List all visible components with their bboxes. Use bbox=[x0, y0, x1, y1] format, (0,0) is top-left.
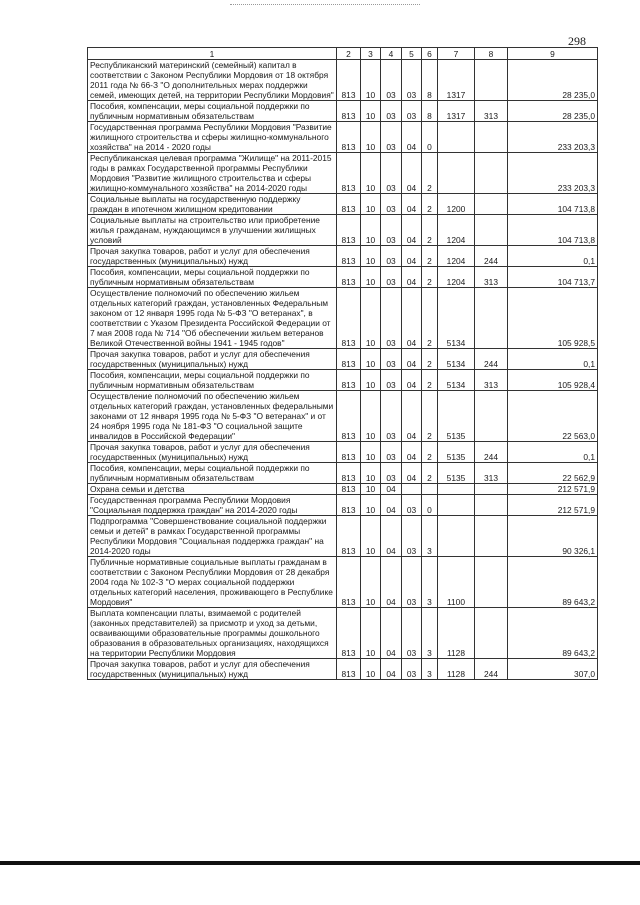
program-cell: 04 bbox=[402, 463, 422, 484]
section-cell: 10 bbox=[361, 122, 381, 153]
section-cell: 10 bbox=[361, 349, 381, 370]
row-name-cell: Прочая закупка товаров, работ и услуг для обеспечения государственных (муниципальных) нужд bbox=[88, 442, 337, 463]
column-header: 7 bbox=[438, 48, 475, 60]
admin-code-cell: 813 bbox=[337, 463, 361, 484]
subsection-cell: 03 bbox=[381, 194, 402, 215]
program-cell: 03 bbox=[402, 516, 422, 557]
table-row bbox=[88, 391, 598, 442]
program-cell: 04 bbox=[402, 153, 422, 194]
target-article-cell bbox=[438, 495, 475, 516]
row-name-cell: Прочая закупка товаров, работ и услуг для обеспечения государственных (муниципальных) нужд bbox=[88, 659, 337, 680]
amount-cell: 28 235,0 bbox=[508, 101, 598, 122]
table-row bbox=[88, 659, 598, 680]
section-cell: 10 bbox=[361, 495, 381, 516]
subprogram-cell bbox=[422, 484, 438, 495]
section-cell: 10 bbox=[361, 391, 381, 442]
row-name-cell: Республиканская целевая программа "Жилище" на 2011-2015 годы в рамках Государственной программы Республики Мордовия "Развитие жилищного строительства и сферы жилищно-коммунального хозяйства" на 2014-2020 годы bbox=[88, 153, 337, 194]
scan-bottom-bar bbox=[0, 861, 640, 865]
program-cell: 04 bbox=[402, 122, 422, 153]
subsection-cell: 04 bbox=[381, 484, 402, 495]
section-cell: 10 bbox=[361, 659, 381, 680]
column-header: 8 bbox=[475, 48, 508, 60]
row-name-cell: Подпрограмма "Совершенствование социальной поддержки семьи и детей" в рамках Государственной программы Республики Мордовия "Социальная поддержка граждан" на 2014-2020 годы bbox=[88, 516, 337, 557]
table-row bbox=[88, 267, 598, 288]
amount-cell: 105 928,5 bbox=[508, 288, 598, 349]
program-cell: 03 bbox=[402, 659, 422, 680]
admin-code-cell: 813 bbox=[337, 246, 361, 267]
page-number: 298 bbox=[568, 34, 586, 48]
table-row bbox=[88, 60, 598, 101]
admin-code-cell: 813 bbox=[337, 516, 361, 557]
amount-cell: 104 713,8 bbox=[508, 215, 598, 246]
subprogram-cell: 3 bbox=[422, 557, 438, 608]
target-article-cell: 1100 bbox=[438, 557, 475, 608]
scan-top-edge bbox=[230, 4, 420, 5]
table-body bbox=[88, 60, 598, 680]
target-article-cell bbox=[438, 516, 475, 557]
section-cell: 10 bbox=[361, 215, 381, 246]
admin-code-cell: 813 bbox=[337, 608, 361, 659]
row-name-cell: Пособия, компенсации, меры социальной поддержки по публичным нормативным обязательствам bbox=[88, 101, 337, 122]
row-name-cell: Пособия, компенсации, меры социальной поддержки по публичным нормативным обязательствам bbox=[88, 463, 337, 484]
table-row bbox=[88, 516, 598, 557]
subprogram-cell: 8 bbox=[422, 60, 438, 101]
subsection-cell: 03 bbox=[381, 60, 402, 101]
subsection-cell: 03 bbox=[381, 215, 402, 246]
target-article-cell: 5134 bbox=[438, 349, 475, 370]
amount-cell: 105 928,4 bbox=[508, 370, 598, 391]
subprogram-cell: 2 bbox=[422, 215, 438, 246]
expense-type-cell bbox=[475, 215, 508, 246]
expense-type-cell bbox=[475, 557, 508, 608]
amount-cell: 28 235,0 bbox=[508, 60, 598, 101]
table-header-row bbox=[88, 48, 598, 60]
subsection-cell: 04 bbox=[381, 495, 402, 516]
target-article-cell: 1317 bbox=[438, 60, 475, 101]
expense-type-cell: 313 bbox=[475, 267, 508, 288]
subprogram-cell: 2 bbox=[422, 194, 438, 215]
subsection-cell: 03 bbox=[381, 370, 402, 391]
table-row bbox=[88, 442, 598, 463]
subprogram-cell: 0 bbox=[422, 495, 438, 516]
target-article-cell: 1204 bbox=[438, 246, 475, 267]
admin-code-cell: 813 bbox=[337, 442, 361, 463]
target-article-cell: 1204 bbox=[438, 215, 475, 246]
subprogram-cell: 0 bbox=[422, 122, 438, 153]
amount-cell: 104 713,7 bbox=[508, 267, 598, 288]
amount-cell: 0,1 bbox=[508, 349, 598, 370]
target-article-cell bbox=[438, 484, 475, 495]
program-cell: 03 bbox=[402, 608, 422, 659]
subsection-cell: 04 bbox=[381, 608, 402, 659]
target-article-cell bbox=[438, 122, 475, 153]
expense-type-cell bbox=[475, 484, 508, 495]
subsection-cell: 03 bbox=[381, 153, 402, 194]
expense-type-cell bbox=[475, 495, 508, 516]
program-cell: 04 bbox=[402, 267, 422, 288]
table-row bbox=[88, 370, 598, 391]
target-article-cell: 5135 bbox=[438, 463, 475, 484]
amount-cell: 212 571,9 bbox=[508, 495, 598, 516]
program-cell: 04 bbox=[402, 349, 422, 370]
subprogram-cell: 3 bbox=[422, 659, 438, 680]
section-cell: 10 bbox=[361, 484, 381, 495]
subsection-cell: 03 bbox=[381, 246, 402, 267]
section-cell: 10 bbox=[361, 516, 381, 557]
amount-cell: 89 643,2 bbox=[508, 557, 598, 608]
expense-type-cell: 313 bbox=[475, 463, 508, 484]
section-cell: 10 bbox=[361, 608, 381, 659]
row-name-cell: Пособия, компенсации, меры социальной поддержки по публичным нормативным обязательствам bbox=[88, 370, 337, 391]
subprogram-cell: 3 bbox=[422, 516, 438, 557]
section-cell: 10 bbox=[361, 194, 381, 215]
subsection-cell: 03 bbox=[381, 101, 402, 122]
column-header: 5 bbox=[402, 48, 422, 60]
target-article-cell bbox=[438, 153, 475, 194]
amount-cell: 22 563,0 bbox=[508, 391, 598, 442]
section-cell: 10 bbox=[361, 463, 381, 484]
subprogram-cell: 2 bbox=[422, 442, 438, 463]
program-cell: 03 bbox=[402, 495, 422, 516]
expense-type-cell: 313 bbox=[475, 101, 508, 122]
program-cell: 04 bbox=[402, 194, 422, 215]
program-cell: 03 bbox=[402, 101, 422, 122]
row-name-cell: Прочая закупка товаров, работ и услуг для обеспечения государственных (муниципальных) нужд bbox=[88, 246, 337, 267]
section-cell: 10 bbox=[361, 557, 381, 608]
row-name-cell: Публичные нормативные социальные выплаты гражданам в соответствии с Законом Республики Мордовия от 28 декабря 2004 года № 102-З "О мерах социальной поддержки отдельных категорий населения, проживающего в Республике Мордовия" bbox=[88, 557, 337, 608]
admin-code-cell: 813 bbox=[337, 370, 361, 391]
column-header: 4 bbox=[381, 48, 402, 60]
expense-type-cell bbox=[475, 288, 508, 349]
expense-type-cell: 244 bbox=[475, 349, 508, 370]
section-cell: 10 bbox=[361, 442, 381, 463]
table-row bbox=[88, 484, 598, 495]
table-row bbox=[88, 194, 598, 215]
admin-code-cell: 813 bbox=[337, 101, 361, 122]
column-header: 3 bbox=[361, 48, 381, 60]
expense-type-cell bbox=[475, 153, 508, 194]
section-cell: 10 bbox=[361, 288, 381, 349]
column-header: 1 bbox=[88, 48, 337, 60]
table-row bbox=[88, 153, 598, 194]
row-name-cell: Осуществление полномочий по обеспечению жильем отдельных категорий граждан, установленных федеральными законами от 12 января 1995 года № 5-ФЗ "О ветеранах" и от 24 ноября 1995 года № 181-ФЗ "О социальной защите инвалидов в Российской Федерации" bbox=[88, 391, 337, 442]
table-row bbox=[88, 215, 598, 246]
table-row bbox=[88, 495, 598, 516]
program-cell: 04 bbox=[402, 246, 422, 267]
admin-code-cell: 813 bbox=[337, 659, 361, 680]
row-name-cell: Государственная программа Республики Мордовия "Социальная поддержка граждан" на 2014-2020 годы bbox=[88, 495, 337, 516]
admin-code-cell: 813 bbox=[337, 288, 361, 349]
table-row bbox=[88, 122, 598, 153]
admin-code-cell: 813 bbox=[337, 484, 361, 495]
row-name-cell: Прочая закупка товаров, работ и услуг для обеспечения государственных (муниципальных) нужд bbox=[88, 349, 337, 370]
amount-cell: 90 326,1 bbox=[508, 516, 598, 557]
table-row bbox=[88, 349, 598, 370]
section-cell: 10 bbox=[361, 267, 381, 288]
subprogram-cell: 8 bbox=[422, 101, 438, 122]
subsection-cell: 03 bbox=[381, 288, 402, 349]
amount-cell: 233 203,3 bbox=[508, 153, 598, 194]
target-article-cell: 1200 bbox=[438, 194, 475, 215]
subprogram-cell: 3 bbox=[422, 608, 438, 659]
target-article-cell: 5135 bbox=[438, 391, 475, 442]
admin-code-cell: 813 bbox=[337, 153, 361, 194]
table-row bbox=[88, 557, 598, 608]
program-cell: 04 bbox=[402, 288, 422, 349]
subprogram-cell: 2 bbox=[422, 463, 438, 484]
subsection-cell: 04 bbox=[381, 557, 402, 608]
admin-code-cell: 813 bbox=[337, 495, 361, 516]
expense-type-cell bbox=[475, 194, 508, 215]
table-row bbox=[88, 246, 598, 267]
amount-cell: 307,0 bbox=[508, 659, 598, 680]
subprogram-cell: 2 bbox=[422, 288, 438, 349]
expense-type-cell bbox=[475, 122, 508, 153]
program-cell: 04 bbox=[402, 370, 422, 391]
admin-code-cell: 813 bbox=[337, 194, 361, 215]
admin-code-cell: 813 bbox=[337, 60, 361, 101]
amount-cell: 233 203,3 bbox=[508, 122, 598, 153]
section-cell: 10 bbox=[361, 370, 381, 391]
row-name-cell: Государственная программа Республики Мордовия "Развитие жилищного строительства и сферы жилищно-коммунального хозяйства" на 2014 - 2020 годы bbox=[88, 122, 337, 153]
expense-type-cell bbox=[475, 608, 508, 659]
expense-type-cell bbox=[475, 391, 508, 442]
row-name-cell: Осуществление полномочий по обеспечению жильем отдельных категорий граждан, установленных Федеральным законом от 12 января 1995 года № 5-ФЗ "О ветеранах", в соответствии с Указом Президента Российской Федерации от 7 мая 2008 года № 714 "Об обеспечении жильем ветеранов Великой Отечественной войны 1941 - 1945 годов" bbox=[88, 288, 337, 349]
target-article-cell: 5134 bbox=[438, 370, 475, 391]
subprogram-cell: 2 bbox=[422, 153, 438, 194]
program-cell: 03 bbox=[402, 60, 422, 101]
table-row bbox=[88, 463, 598, 484]
row-name-cell: Пособия, компенсации, меры социальной поддержки по публичным нормативным обязательствам bbox=[88, 267, 337, 288]
amount-cell: 22 562,9 bbox=[508, 463, 598, 484]
program-cell: 04 bbox=[402, 215, 422, 246]
budget-table bbox=[87, 47, 598, 680]
column-header: 9 bbox=[508, 48, 598, 60]
amount-cell: 0,1 bbox=[508, 246, 598, 267]
target-article-cell: 1317 bbox=[438, 101, 475, 122]
section-cell: 10 bbox=[361, 246, 381, 267]
section-cell: 10 bbox=[361, 101, 381, 122]
program-cell: 03 bbox=[402, 557, 422, 608]
subsection-cell: 04 bbox=[381, 516, 402, 557]
column-header: 2 bbox=[337, 48, 361, 60]
target-article-cell: 5135 bbox=[438, 442, 475, 463]
admin-code-cell: 813 bbox=[337, 215, 361, 246]
expense-type-cell: 244 bbox=[475, 659, 508, 680]
subsection-cell: 03 bbox=[381, 267, 402, 288]
target-article-cell: 1128 bbox=[438, 659, 475, 680]
column-header: 6 bbox=[422, 48, 438, 60]
admin-code-cell: 813 bbox=[337, 557, 361, 608]
row-name-cell: Социальные выплаты на государственную поддержку граждан в ипотечном жилищном кредитовании bbox=[88, 194, 337, 215]
row-name-cell: Охрана семьи и детства bbox=[88, 484, 337, 495]
section-cell: 10 bbox=[361, 153, 381, 194]
subsection-cell: 03 bbox=[381, 349, 402, 370]
subsection-cell: 03 bbox=[381, 391, 402, 442]
admin-code-cell: 813 bbox=[337, 391, 361, 442]
subprogram-cell: 2 bbox=[422, 349, 438, 370]
row-name-cell: Выплата компенсации платы, взимаемой с родителей (законных представителей) за присмотр и уход за детьми, осваивающими образовательные программы дошкольного образования в образовательных организациях, находящихся на территории Республики Мордовия bbox=[88, 608, 337, 659]
subsection-cell: 04 bbox=[381, 659, 402, 680]
amount-cell: 212 571,9 bbox=[508, 484, 598, 495]
expense-type-cell: 244 bbox=[475, 246, 508, 267]
subprogram-cell: 2 bbox=[422, 370, 438, 391]
section-cell: 10 bbox=[361, 60, 381, 101]
program-cell: 04 bbox=[402, 442, 422, 463]
subsection-cell: 03 bbox=[381, 122, 402, 153]
table-row bbox=[88, 101, 598, 122]
expense-type-cell: 244 bbox=[475, 442, 508, 463]
table-row bbox=[88, 608, 598, 659]
amount-cell: 104 713,8 bbox=[508, 194, 598, 215]
table-row bbox=[88, 288, 598, 349]
target-article-cell: 1204 bbox=[438, 267, 475, 288]
admin-code-cell: 813 bbox=[337, 122, 361, 153]
subsection-cell: 03 bbox=[381, 463, 402, 484]
row-name-cell: Республиканский материнский (семейный) капитал в соответствии с Законом Республики Мордовия от 18 октября 2011 года № 66-З "О дополнительных мерах поддержки семей, имеющих детей, на территории Республики Мордовия" bbox=[88, 60, 337, 101]
subprogram-cell: 2 bbox=[422, 246, 438, 267]
expense-type-cell bbox=[475, 60, 508, 101]
subprogram-cell: 2 bbox=[422, 267, 438, 288]
row-name-cell: Социальные выплаты на строительство или приобретение жилья гражданам, нуждающимся в улучшении жилищных условий bbox=[88, 215, 337, 246]
amount-cell: 0,1 bbox=[508, 442, 598, 463]
program-cell bbox=[402, 484, 422, 495]
subprogram-cell: 2 bbox=[422, 391, 438, 442]
target-article-cell: 5134 bbox=[438, 288, 475, 349]
target-article-cell: 1128 bbox=[438, 608, 475, 659]
program-cell: 04 bbox=[402, 391, 422, 442]
amount-cell: 89 643,2 bbox=[508, 608, 598, 659]
expense-type-cell bbox=[475, 516, 508, 557]
admin-code-cell: 813 bbox=[337, 267, 361, 288]
expense-type-cell: 313 bbox=[475, 370, 508, 391]
admin-code-cell: 813 bbox=[337, 349, 361, 370]
subsection-cell: 03 bbox=[381, 442, 402, 463]
